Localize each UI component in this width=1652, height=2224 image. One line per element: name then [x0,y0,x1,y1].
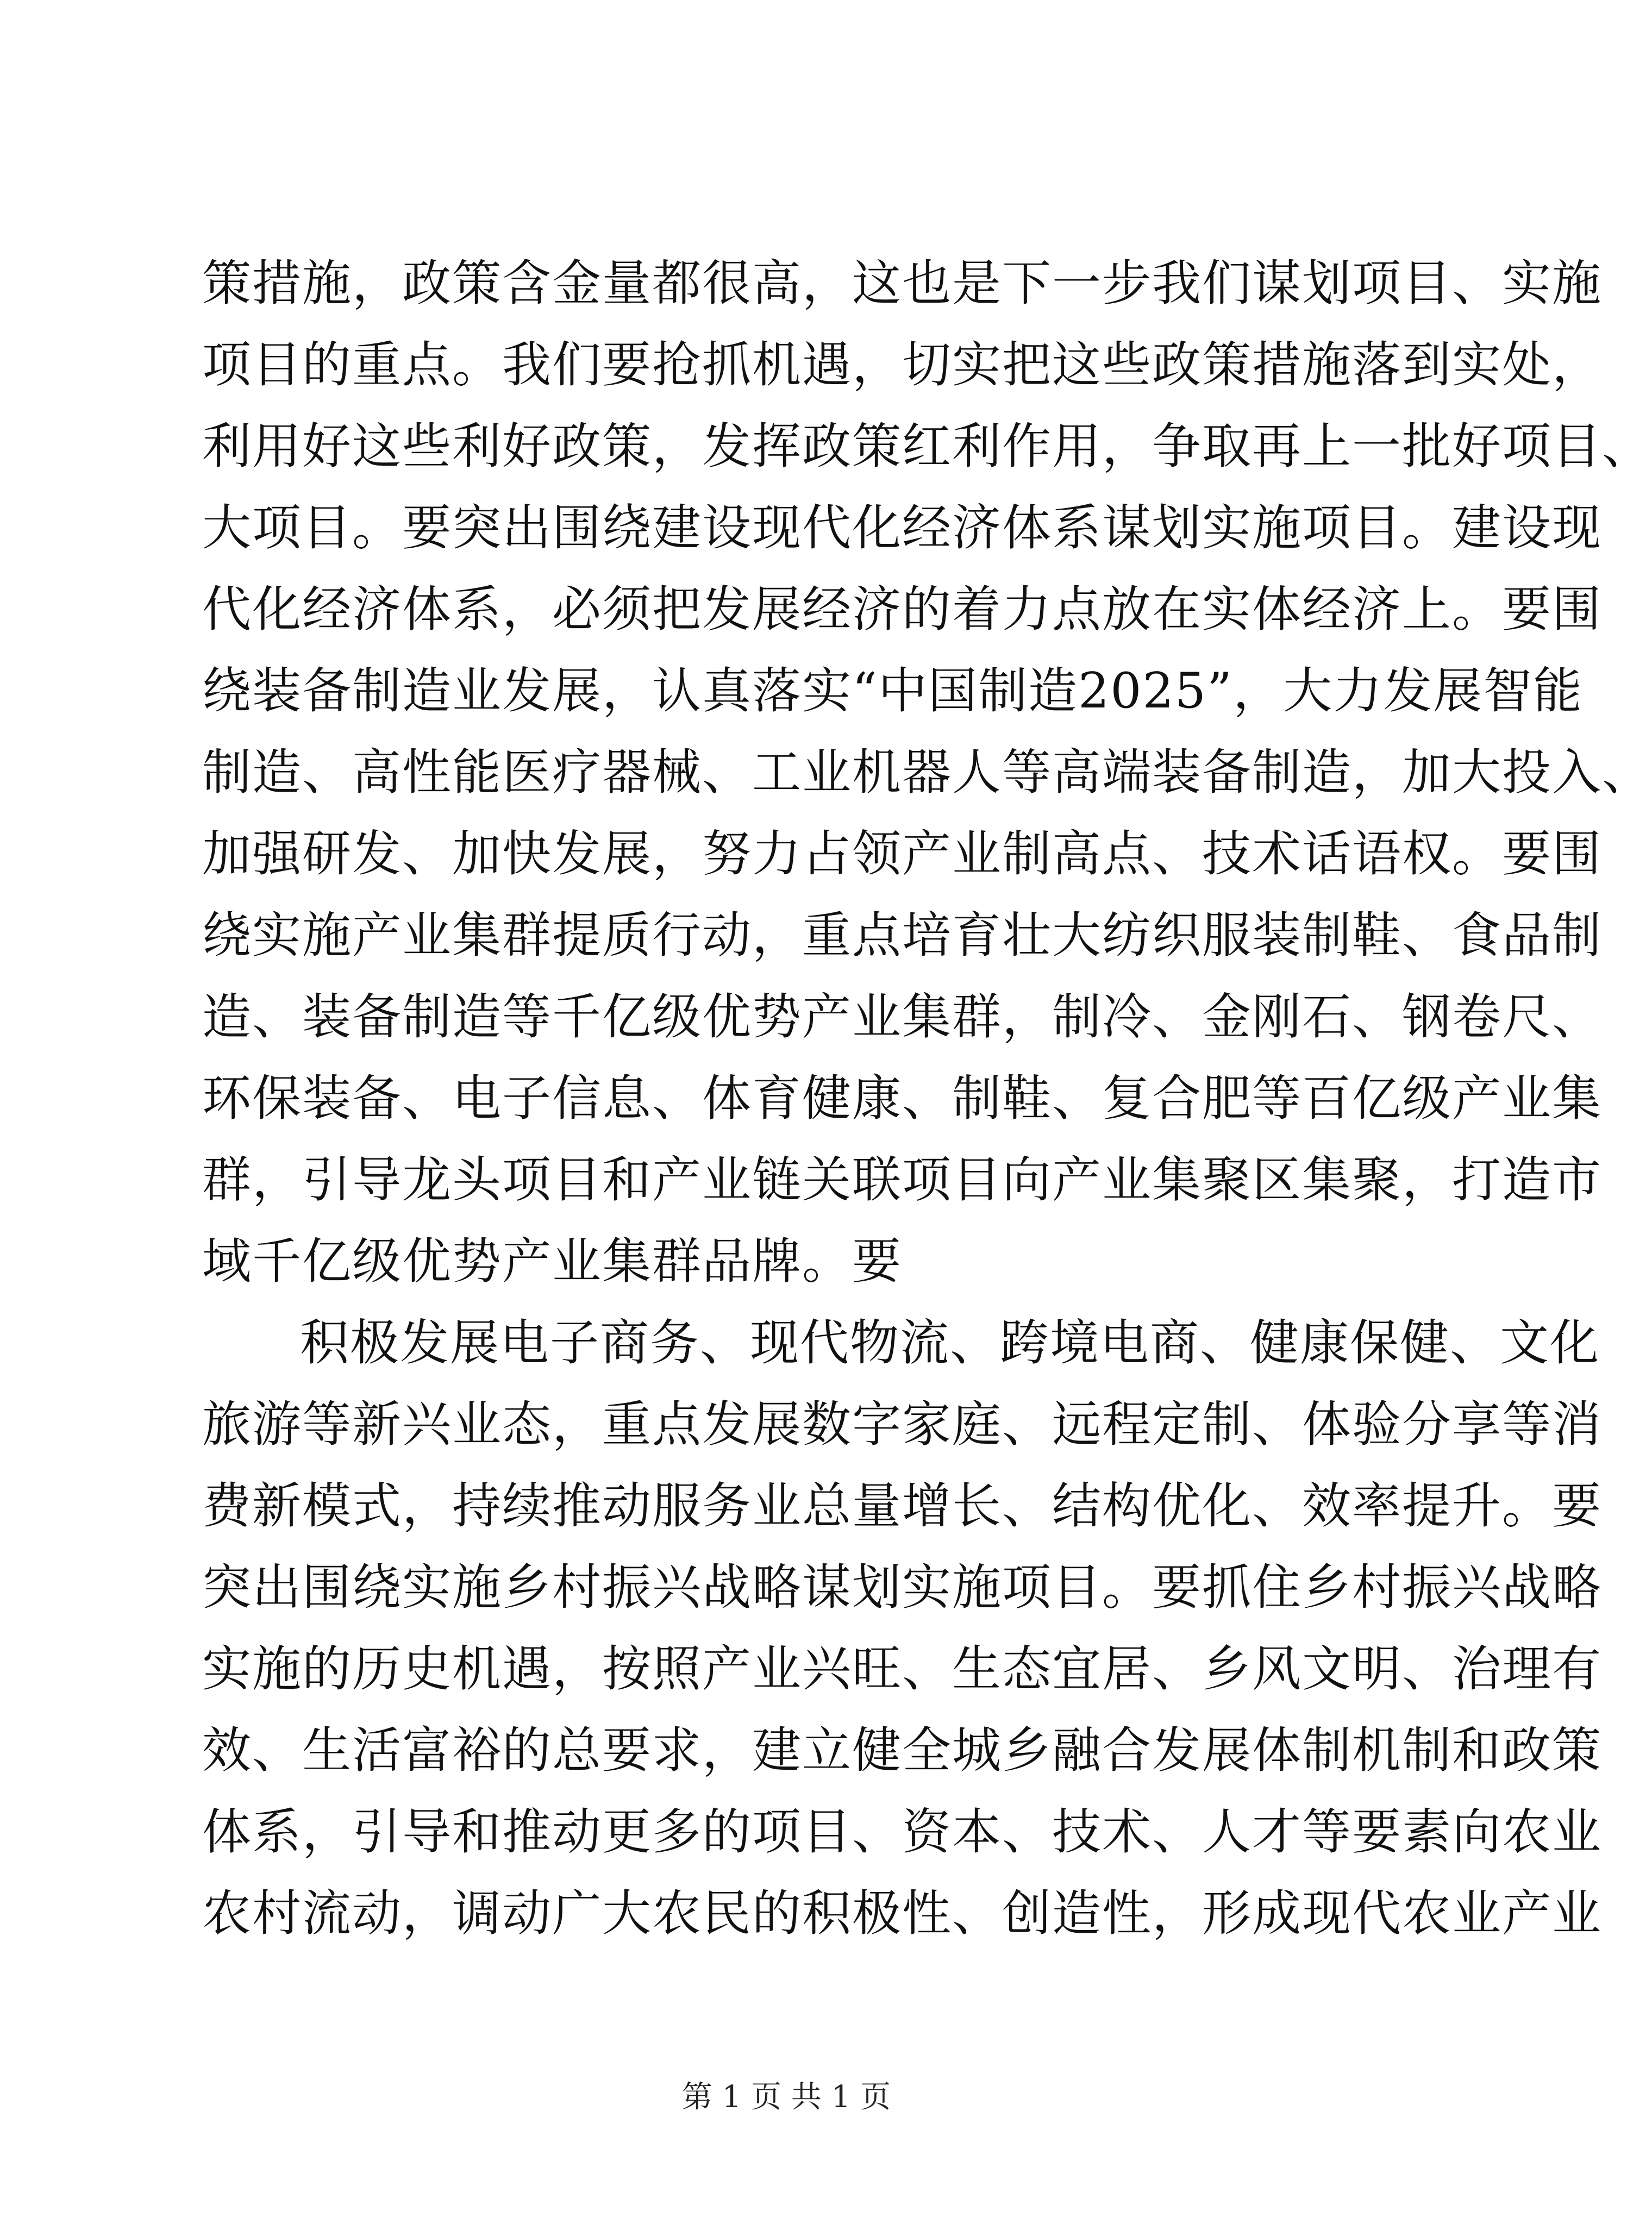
text-line: 项目的重点。我们要抢抓机遇，切实把这些政策措施落到实处， [202,336,1602,393]
text-line: 域千亿级优势产业集群品牌。要 [202,1233,902,1290]
text-line: 代化经济体系，必须把发展经济的着力点放在实体经济上。要围 [202,581,1602,638]
text-line: 效、生活富裕的总要求，建立健全城乡融合发展体制机制和政策 [202,1722,1602,1779]
paragraph-1 [202,243,1652,1302]
text-line: 利用好这些利好政策，发挥政策红利作用，争取再上一批好项目、 [202,418,1652,475]
text-line: 加强研发、加快发展，努力占领产业制高点、技术话语权。要围 [202,825,1602,882]
text-line: 绕实施产业集群提质行动，重点培育壮大纺织服装制鞋、食品制 [202,907,1602,964]
text-line: 农村流动，调动广大农民的积极性、创造性，形成现代农业产业 [202,1885,1602,1942]
page-number-label: 第 1 页 共 1 页 [681,2079,891,2115]
text-line: 积极发展电子商务、现代物流、跨境电商、健康保健、文化 [300,1314,1600,1371]
text-line: 策措施，政策含金量都很高，这也是下一步我们谋划项目、实施 [202,255,1602,312]
text-line: 旅游等新兴业态，重点发展数字家庭、远程定制、体验分享等消 [202,1396,1602,1453]
text-line: 实施的历史机遇，按照产业兴旺、生态宜居、乡风文明、治理有 [202,1640,1602,1697]
document-body [202,243,1652,1954]
text-line: 制造、高性能医疗器械、工业机器人等高端装备制造，加大投入、 [202,744,1652,801]
page-footer [0,2078,1573,2116]
text-line: 大项目。要突出围绕建设现代化经济体系谋划实施项目。建设现 [202,499,1602,556]
text-line: 费新模式，持续推动服务业总量增长、结构优化、效率提升。要 [202,1477,1602,1534]
paragraph-2 [202,1302,1602,1954]
text-line: 绕装备制造业发展，认真落实“中国制造2025”，大力发展智能 [202,662,1584,719]
text-line: 群，引导龙头项目和产业链关联项目向产业集聚区集聚，打造市 [202,1151,1602,1208]
text-line: 体系，引导和推动更多的项目、资本、技术、人才等要素向农业 [202,1803,1602,1860]
text-line: 突出围绕实施乡村振兴战略谋划实施项目。要抓住乡村振兴战略 [202,1559,1602,1616]
text-line: 环保装备、电子信息、体育健康、制鞋、复合肥等百亿级产业集 [202,1070,1602,1127]
text-line: 造、装备制造等千亿级优势产业集群，制冷、金刚石、钢卷尺、 [202,988,1602,1045]
